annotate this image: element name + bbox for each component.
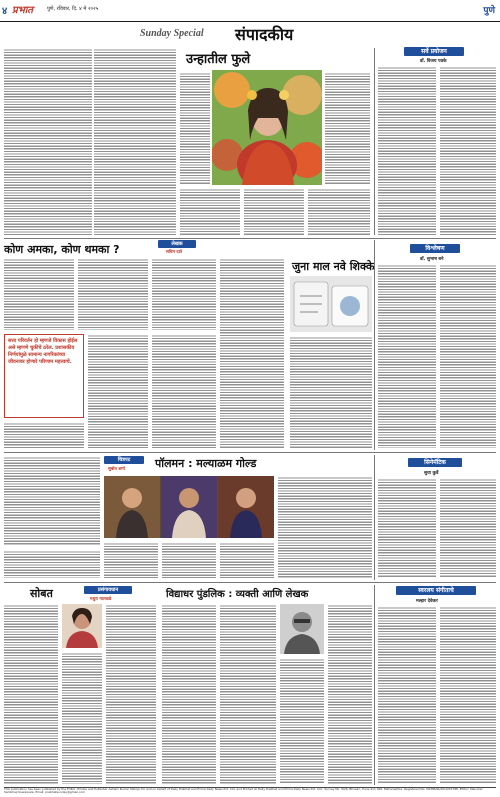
story1-tag: लेखक <box>158 240 196 248</box>
bottom-title-2: विद्याधर पुंडलिक : व्यक्ती आणि लेखक <box>166 589 309 600</box>
issue-date: पुणे, रविवार, दि. ४ मे २०२५ <box>47 6 99 12</box>
bottom-author-3: मल्हार देवेकर <box>416 599 438 604</box>
section-tag-right-3: सिनेमॅटिक <box>408 458 462 467</box>
lead-title: उन्हातील फुले <box>186 52 251 67</box>
story1-text-3 <box>152 258 216 330</box>
story3-text-1 <box>4 456 100 546</box>
divider-2 <box>4 452 496 453</box>
story1-author: सचिन दाते <box>166 249 183 254</box>
right-text-6 <box>440 478 496 578</box>
right-text-7 <box>378 606 436 784</box>
left-column-text <box>4 48 92 235</box>
right-author-3: सुधा कुर्डे <box>424 471 439 476</box>
bottom-text-4 <box>162 604 216 784</box>
section-tag-right-2: विश्लेषण <box>410 244 460 253</box>
story1-text-6 <box>152 334 216 448</box>
right-author: डॉ. विजय पत्रके <box>420 59 447 64</box>
story1-text-2 <box>78 258 148 330</box>
story1-text-4 <box>220 258 284 448</box>
right-text-8 <box>440 606 496 784</box>
story2-text-1 <box>290 336 372 448</box>
lead-text-left <box>180 72 210 185</box>
story3-text-5 <box>278 476 372 578</box>
lead-text-bottom-1 <box>180 188 240 235</box>
bottom-tag-1: प्रसंगावधान <box>84 586 132 594</box>
story1-text-5 <box>88 334 148 448</box>
lead-text-right <box>325 72 370 185</box>
story1-text-7 <box>4 422 84 448</box>
divider-3 <box>4 582 496 583</box>
story3-author: सुबोध शर्मा <box>108 466 125 471</box>
bottom-text-3 <box>62 652 102 784</box>
bottom-photo-2 <box>280 604 324 654</box>
story3-text-6 <box>4 550 100 578</box>
imprint-text: This publication has been published by the Editor, Printer and Publisher Ashwin Kumar Sikkoju for and on behalf of Daily Prabhat and Prima Daily News Pvt. Ltd. and Printed at Daily Prabhat and Prima Daily News Pvt. Ltd., Survey No. 59/6, Bhosari, Pune-411 026, Maharashtra. Registered No. MAHMAR/2010/32788. Editor: Manohar Sambhaji Kuwarpale. Email: prabhatsunday@gmail.com <box>4 787 483 795</box>
story3-text-3 <box>162 542 216 578</box>
story2-title: जुना माल नवे शिक्के <box>292 260 375 273</box>
column-divider <box>374 48 375 235</box>
bottom-text-2 <box>106 604 156 784</box>
lead-photo <box>212 70 322 185</box>
supplement-banner <box>140 24 340 44</box>
right-text-3 <box>378 264 436 448</box>
story1-title: कोण अमका, कोण थमका ? <box>4 243 120 256</box>
divider-1 <box>4 238 496 239</box>
bottom-text-1 <box>4 604 58 784</box>
right-text-4 <box>440 264 496 448</box>
right-text-2 <box>440 66 496 235</box>
quote-box <box>4 334 84 418</box>
right-text-1 <box>378 66 436 235</box>
lead-text-bottom-2 <box>244 188 304 235</box>
footer-imprint <box>4 787 496 796</box>
city-label: पुणे <box>483 6 495 16</box>
bottom-text-5 <box>220 604 276 784</box>
section-tag-right: सर्वे प्रयोजन <box>404 47 464 56</box>
bottom-text-6 <box>280 658 324 784</box>
story3-photo <box>104 476 274 538</box>
column-divider-3 <box>374 455 375 580</box>
story2-photo <box>290 276 372 332</box>
page-number: ४ <box>2 6 8 17</box>
story3-text-4 <box>220 542 274 578</box>
story3-text-2 <box>104 542 158 578</box>
section-title: संपादकीय <box>235 25 294 44</box>
right-author-2: डॉ. सुभाष बने <box>420 257 444 262</box>
supplement-label: Sunday Special <box>140 28 204 39</box>
bottom-tag-3: स्वरलय संगीताचे <box>396 586 476 595</box>
story3-title: पॉलमन : मल्याळम गोल्ड <box>155 457 257 470</box>
bottom-photo-1 <box>62 604 102 648</box>
bottom-title-1: सोबत <box>30 587 53 600</box>
story3-tag: चित्रपट <box>104 456 144 464</box>
quote-text: सत्ता परिवर्तन हो म्हणजे विकास होईल असे म्हणणे चुकीचे ठरेल. प्रशासकीय निर्णयांमुळे सामान्य नागरिकांच्या जीवनावर होणारे परिणाम महत्त्वाचे. <box>8 338 78 365</box>
column-divider-2 <box>374 240 375 450</box>
story1-text-1 <box>4 258 74 330</box>
masthead <box>0 0 500 22</box>
column-divider-4 <box>374 585 375 785</box>
left-column-text-2 <box>94 48 176 235</box>
right-text-5 <box>378 478 436 578</box>
bottom-text-7 <box>328 604 372 784</box>
lead-text-bottom-3 <box>308 188 370 235</box>
bottom-author-1: मधुरा मालवळे <box>90 596 112 601</box>
paper-logo: प्रभात <box>12 5 34 16</box>
